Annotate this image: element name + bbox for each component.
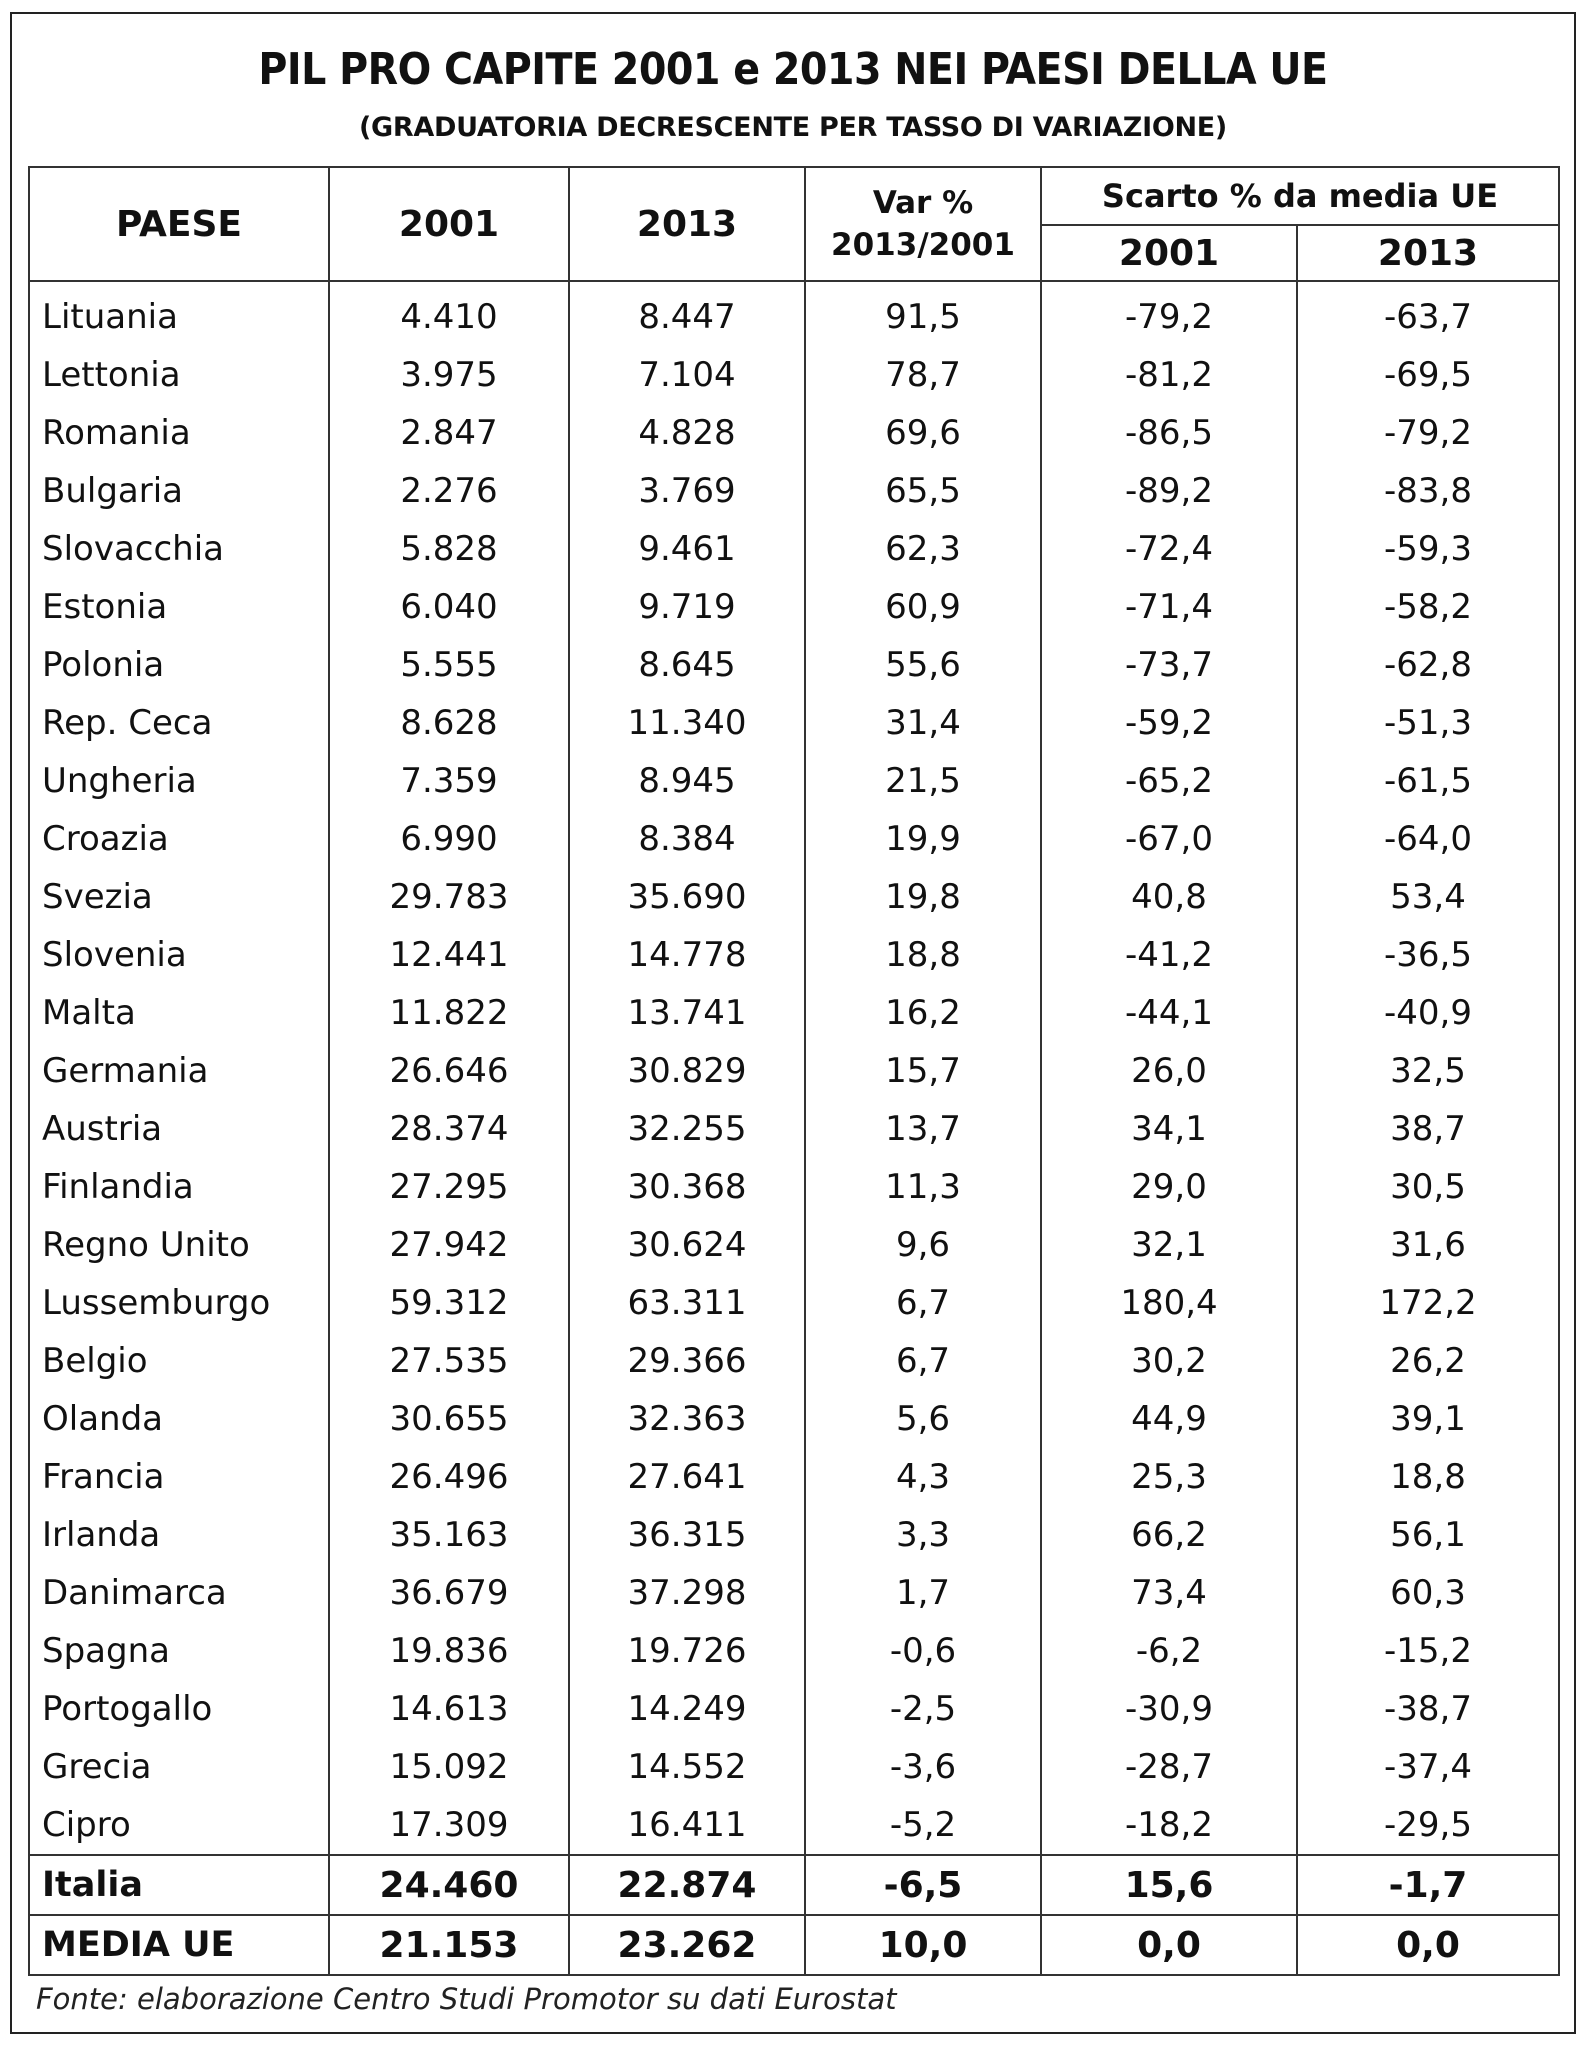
cell-2001: 29.783 [329, 868, 569, 926]
cell-country: Regno Unito [29, 1216, 329, 1274]
table-row [29, 1622, 1559, 1680]
table-row [29, 1274, 1559, 1332]
table-row [29, 578, 1559, 636]
cell-var: 15,7 [805, 1042, 1041, 1100]
cell-2001: 2.276 [329, 462, 569, 520]
cell-scarto-2013: 38,7 [1297, 1100, 1559, 1158]
cell-2001: 4.410 [329, 281, 569, 346]
cell-2013: 7.104 [569, 346, 805, 404]
cell-country: Polonia [29, 636, 329, 694]
cell-var: 19,9 [805, 810, 1041, 868]
cell-scarto-2001: -71,4 [1041, 578, 1297, 636]
cell-country: Belgio [29, 1332, 329, 1390]
cell-country: Cipro [29, 1796, 329, 1855]
cell-var: -0,6 [805, 1622, 1041, 1680]
cell-scarto-2001: 180,4 [1041, 1274, 1297, 1332]
table-row [29, 1100, 1559, 1158]
cell-2013: 36.315 [569, 1506, 805, 1564]
cell-scarto-2001: 44,9 [1041, 1390, 1297, 1448]
cell-2013: 19.726 [569, 1622, 805, 1680]
source-note: Fonte: elaborazione Centro Studi Promotor su dati Eurostat [36, 1982, 897, 2016]
cell-country: Lettonia [29, 346, 329, 404]
cell-country: Danimarca [29, 1564, 329, 1622]
cell-scarto-2013: -62,8 [1297, 636, 1559, 694]
cell-2001: 6.990 [329, 810, 569, 868]
cell-country: Rep. Ceca [29, 694, 329, 752]
cell-2001: 12.441 [329, 926, 569, 984]
cell-2013: 35.690 [569, 868, 805, 926]
cell-scarto-2013: -15,2 [1297, 1622, 1559, 1680]
cell-2013: 8.645 [569, 636, 805, 694]
cell-scarto-2001: 0,0 [1041, 1915, 1297, 1975]
cell-country: Croazia [29, 810, 329, 868]
table-row [29, 1042, 1559, 1100]
cell-scarto-2013: 30,5 [1297, 1158, 1559, 1216]
cell-2001: 5.828 [329, 520, 569, 578]
cell-2013: 32.363 [569, 1390, 805, 1448]
cell-2013: 30.368 [569, 1158, 805, 1216]
cell-country: Italia [29, 1855, 329, 1915]
cell-var: -3,6 [805, 1738, 1041, 1796]
cell-var: 31,4 [805, 694, 1041, 752]
cell-scarto-2013: -40,9 [1297, 984, 1559, 1042]
cell-2001: 2.847 [329, 404, 569, 462]
cell-scarto-2013: -36,5 [1297, 926, 1559, 984]
cell-scarto-2001: 29,0 [1041, 1158, 1297, 1216]
cell-scarto-2001: 73,4 [1041, 1564, 1297, 1622]
table-row [29, 752, 1559, 810]
cell-scarto-2001: -86,5 [1041, 404, 1297, 462]
cell-var: 55,6 [805, 636, 1041, 694]
cell-2001: 15.092 [329, 1738, 569, 1796]
cell-scarto-2013: 39,1 [1297, 1390, 1559, 1448]
cell-scarto-2001: -89,2 [1041, 462, 1297, 520]
cell-scarto-2001: -73,7 [1041, 636, 1297, 694]
cell-scarto-2013: 32,5 [1297, 1042, 1559, 1100]
cell-scarto-2013: -51,3 [1297, 694, 1559, 752]
cell-scarto-2001: -72,4 [1041, 520, 1297, 578]
header-paese: PAESE [29, 167, 329, 281]
cell-country: Ungheria [29, 752, 329, 810]
cell-scarto-2001: 32,1 [1041, 1216, 1297, 1274]
cell-var: 65,5 [805, 462, 1041, 520]
cell-var: 13,7 [805, 1100, 1041, 1158]
cell-var: 19,8 [805, 868, 1041, 926]
cell-var: 60,9 [805, 578, 1041, 636]
cell-2001: 19.836 [329, 1622, 569, 1680]
table-row [29, 926, 1559, 984]
cell-2001: 24.460 [329, 1855, 569, 1915]
cell-scarto-2013: -64,0 [1297, 810, 1559, 868]
cell-var: 4,3 [805, 1448, 1041, 1506]
cell-2013: 9.719 [569, 578, 805, 636]
cell-var: 91,5 [805, 281, 1041, 346]
header-2001: 2001 [329, 167, 569, 281]
table-row [29, 404, 1559, 462]
cell-2001: 21.153 [329, 1915, 569, 1975]
cell-country: Lussemburgo [29, 1274, 329, 1332]
cell-scarto-2001: -65,2 [1041, 752, 1297, 810]
cell-2001: 26.496 [329, 1448, 569, 1506]
cell-2013: 30.829 [569, 1042, 805, 1100]
cell-scarto-2001: -30,9 [1041, 1680, 1297, 1738]
cell-2013: 14.249 [569, 1680, 805, 1738]
cell-2001: 8.628 [329, 694, 569, 752]
table-row [29, 1506, 1559, 1564]
cell-country: Portogallo [29, 1680, 329, 1738]
cell-country: Malta [29, 984, 329, 1042]
cell-var: 21,5 [805, 752, 1041, 810]
table-row [29, 1796, 1559, 1855]
cell-var: 3,3 [805, 1506, 1041, 1564]
header-var [805, 167, 1041, 281]
cell-scarto-2013: -63,7 [1297, 281, 1559, 346]
cell-2001: 3.975 [329, 346, 569, 404]
header-scarto-2001: 2001 [1041, 225, 1297, 281]
cell-2013: 8.384 [569, 810, 805, 868]
cell-var: 11,3 [805, 1158, 1041, 1216]
cell-scarto-2001: 30,2 [1041, 1332, 1297, 1390]
cell-country: Slovacchia [29, 520, 329, 578]
cell-scarto-2001: 40,8 [1041, 868, 1297, 926]
table-body [29, 281, 1559, 1975]
cell-scarto-2001: -18,2 [1041, 1796, 1297, 1855]
cell-2001: 17.309 [329, 1796, 569, 1855]
cell-2013: 14.552 [569, 1738, 805, 1796]
table-row [29, 520, 1559, 578]
cell-var: 62,3 [805, 520, 1041, 578]
cell-scarto-2001: -59,2 [1041, 694, 1297, 752]
table-row [29, 1738, 1559, 1796]
cell-country: Irlanda [29, 1506, 329, 1564]
cell-2001: 30.655 [329, 1390, 569, 1448]
cell-2013: 9.461 [569, 520, 805, 578]
cell-var: 69,6 [805, 404, 1041, 462]
cell-2013: 4.828 [569, 404, 805, 462]
cell-2001: 27.535 [329, 1332, 569, 1390]
cell-2013: 22.874 [569, 1855, 805, 1915]
cell-scarto-2013: -61,5 [1297, 752, 1559, 810]
cell-var: -2,5 [805, 1680, 1041, 1738]
cell-2013: 3.769 [569, 462, 805, 520]
cell-var: 78,7 [805, 346, 1041, 404]
total-row [29, 1915, 1559, 1975]
cell-scarto-2013: -1,7 [1297, 1855, 1559, 1915]
cell-scarto-2013: 26,2 [1297, 1332, 1559, 1390]
cell-scarto-2013: 31,6 [1297, 1216, 1559, 1274]
cell-scarto-2001: -79,2 [1041, 281, 1297, 346]
cell-scarto-2013: -69,5 [1297, 346, 1559, 404]
table-row [29, 281, 1559, 346]
cell-var: 1,7 [805, 1564, 1041, 1622]
cell-scarto-2001: 15,6 [1041, 1855, 1297, 1915]
table-row [29, 868, 1559, 926]
cell-scarto-2013: -59,3 [1297, 520, 1559, 578]
cell-2013: 16.411 [569, 1796, 805, 1855]
cell-scarto-2001: 34,1 [1041, 1100, 1297, 1158]
cell-2001: 14.613 [329, 1680, 569, 1738]
cell-2013: 63.311 [569, 1274, 805, 1332]
cell-2013: 27.641 [569, 1448, 805, 1506]
cell-2001: 26.646 [329, 1042, 569, 1100]
cell-scarto-2013: 60,3 [1297, 1564, 1559, 1622]
cell-2001: 27.942 [329, 1216, 569, 1274]
cell-scarto-2001: -67,0 [1041, 810, 1297, 868]
cell-scarto-2001: 25,3 [1041, 1448, 1297, 1506]
table-row [29, 810, 1559, 868]
header-scarto: Scarto % da media UE [1041, 167, 1559, 225]
cell-scarto-2013: 56,1 [1297, 1506, 1559, 1564]
cell-2013: 8.945 [569, 752, 805, 810]
table-row [29, 984, 1559, 1042]
cell-country: Austria [29, 1100, 329, 1158]
cell-2013: 13.741 [569, 984, 805, 1042]
table-row [29, 1216, 1559, 1274]
cell-country: Bulgaria [29, 462, 329, 520]
cell-country: Romania [29, 404, 329, 462]
cell-var: 5,6 [805, 1390, 1041, 1448]
gdp-table [28, 166, 1560, 1976]
cell-scarto-2001: 26,0 [1041, 1042, 1297, 1100]
cell-country: MEDIA UE [29, 1915, 329, 1975]
cell-2001: 7.359 [329, 752, 569, 810]
cell-2013: 37.298 [569, 1564, 805, 1622]
page-subtitle: (GRADUATORIA DECRESCENTE PER TASSO DI VARIAZIONE) [359, 112, 1227, 143]
cell-scarto-2001: -28,7 [1041, 1738, 1297, 1796]
cell-2013: 32.255 [569, 1100, 805, 1158]
header-scarto-2013: 2013 [1297, 225, 1559, 281]
cell-2001: 5.555 [329, 636, 569, 694]
header-2013: 2013 [569, 167, 805, 281]
cell-scarto-2013: 18,8 [1297, 1448, 1559, 1506]
cell-scarto-2001: -44,1 [1041, 984, 1297, 1042]
cell-2013: 23.262 [569, 1915, 805, 1975]
table-row [29, 1680, 1559, 1738]
cell-var: 6,7 [805, 1274, 1041, 1332]
table-row [29, 1158, 1559, 1216]
cell-country: Lituania [29, 281, 329, 346]
cell-var: 10,0 [805, 1915, 1041, 1975]
cell-scarto-2013: -58,2 [1297, 578, 1559, 636]
cell-var: 6,7 [805, 1332, 1041, 1390]
table-row [29, 1332, 1559, 1390]
total-row [29, 1855, 1559, 1915]
cell-country: Spagna [29, 1622, 329, 1680]
cell-country: Francia [29, 1448, 329, 1506]
table-row [29, 462, 1559, 520]
table-row [29, 694, 1559, 752]
cell-2001: 11.822 [329, 984, 569, 1042]
cell-scarto-2013: -37,4 [1297, 1738, 1559, 1796]
cell-scarto-2013: 172,2 [1297, 1274, 1559, 1332]
cell-scarto-2013: 53,4 [1297, 868, 1559, 926]
cell-scarto-2001: -41,2 [1041, 926, 1297, 984]
cell-scarto-2013: -79,2 [1297, 404, 1559, 462]
cell-country: Slovenia [29, 926, 329, 984]
table-row [29, 636, 1559, 694]
cell-scarto-2001: 66,2 [1041, 1506, 1297, 1564]
cell-2001: 28.374 [329, 1100, 569, 1158]
cell-var: 9,6 [805, 1216, 1041, 1274]
cell-country: Finlandia [29, 1158, 329, 1216]
cell-2001: 6.040 [329, 578, 569, 636]
table-row [29, 1390, 1559, 1448]
header-var-line1: Var % [872, 185, 974, 221]
table-row [29, 1448, 1559, 1506]
cell-2001: 35.163 [329, 1506, 569, 1564]
cell-2013: 29.366 [569, 1332, 805, 1390]
page-title: PIL PRO CAPITE 2001 e 2013 NEI PAESI DELLA UE [258, 44, 1328, 95]
cell-country: Germania [29, 1042, 329, 1100]
cell-2013: 14.778 [569, 926, 805, 984]
cell-var: 18,8 [805, 926, 1041, 984]
cell-var: -6,5 [805, 1855, 1041, 1915]
cell-country: Grecia [29, 1738, 329, 1796]
cell-scarto-2013: -83,8 [1297, 462, 1559, 520]
cell-scarto-2001: -81,2 [1041, 346, 1297, 404]
cell-country: Estonia [29, 578, 329, 636]
header-var-line2: 2013/2001 [831, 227, 1015, 263]
cell-2013: 11.340 [569, 694, 805, 752]
cell-2013: 8.447 [569, 281, 805, 346]
cell-2001: 36.679 [329, 1564, 569, 1622]
cell-var: -5,2 [805, 1796, 1041, 1855]
cell-country: Svezia [29, 868, 329, 926]
cell-scarto-2013: 0,0 [1297, 1915, 1559, 1975]
cell-2013: 30.624 [569, 1216, 805, 1274]
cell-scarto-2013: -38,7 [1297, 1680, 1559, 1738]
table-row [29, 346, 1559, 404]
cell-scarto-2013: -29,5 [1297, 1796, 1559, 1855]
cell-var: 16,2 [805, 984, 1041, 1042]
cell-2001: 27.295 [329, 1158, 569, 1216]
cell-2001: 59.312 [329, 1274, 569, 1332]
table-row [29, 1564, 1559, 1622]
cell-country: Olanda [29, 1390, 329, 1448]
cell-scarto-2001: -6,2 [1041, 1622, 1297, 1680]
